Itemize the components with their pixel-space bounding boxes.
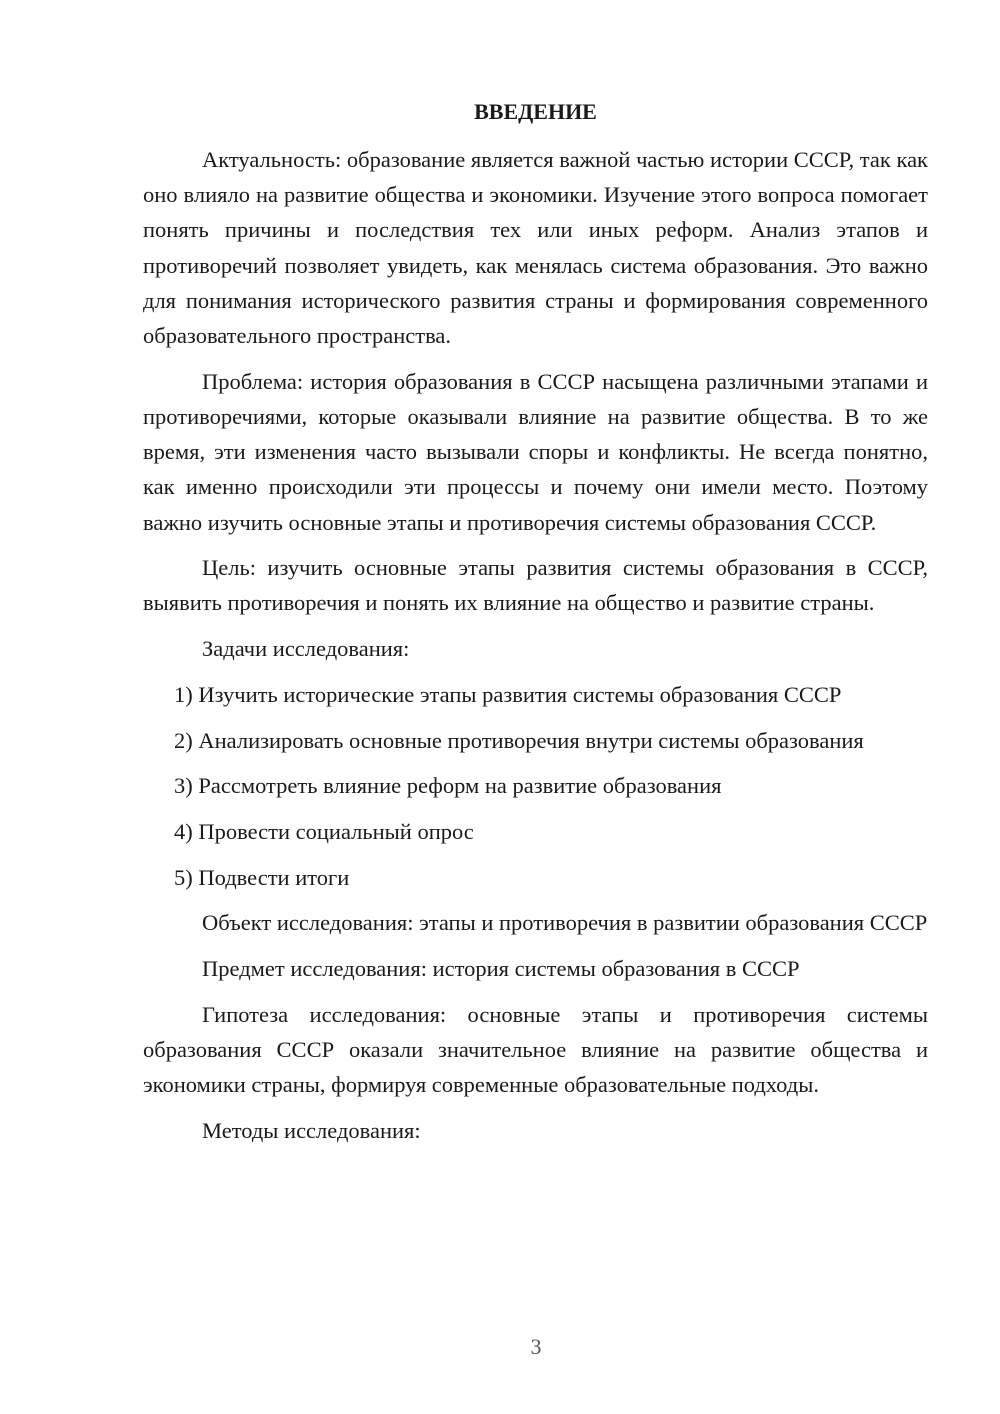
task-item-2: 2) Анализировать основные противоречия внутри системы образования [174, 727, 864, 753]
goal-paragraph: Цель: изучить основные этапы развития системы образования в СССР, выявить противоречия и понять их влияние на общество и развитие страны. [143, 555, 928, 616]
task-item-4: 4) Провести социальный опрос [174, 818, 474, 844]
hypothesis-paragraph: Гипотеза исследования: основные этапы и противоречия системы образования СССР оказали значительное влияние на развитие общества и экономики страны, формируя современные образовательные подходы. [143, 1001, 928, 1098]
page-number: 3 [530, 1334, 542, 1359]
subject-paragraph: Предмет исследования: история системы образования в СССР [202, 956, 800, 982]
tasks-heading: Задачи исследования: [202, 636, 410, 662]
object-paragraph: Объект исследования: этапы и противоречия в развитии образования СССР [202, 910, 928, 936]
methods-heading: Методы исследования: [202, 1117, 421, 1143]
relevance-paragraph: Актуальность: образование является важной частью истории СССР, так как оно влияло на развитие общества и экономики. Изучение этого вопроса помогает понять причины и последствия тех или иных реформ. Анализ этапов и противоречий позволяет увидеть, как менялась система образования. Это важно для понимания исторического развития страны и формирования современного образовательного пространства. [143, 147, 928, 349]
task-item-3: 3) Рассмотреть влияние реформ на развитие образования [174, 773, 722, 799]
document-body [143, 142, 928, 1159]
page-title: ВВЕДЕНИЕ [474, 99, 597, 124]
problem-paragraph: Проблема: история образования в СССР насыщена различными этапами и противоречиями, которые оказывали влияние на развитие общества. В то же время, эти изменения часто вызывали споры и конфликты. Не всегда понятно, как именно происходили эти процессы и почему они имели место. Поэтому важно изучить основные этапы и противоречия системы образования СССР. [143, 368, 928, 535]
task-item-5: 5) Подвести итоги [174, 864, 350, 890]
task-item-1: 1) Изучить исторические этапы развития системы образования СССР [174, 681, 842, 707]
